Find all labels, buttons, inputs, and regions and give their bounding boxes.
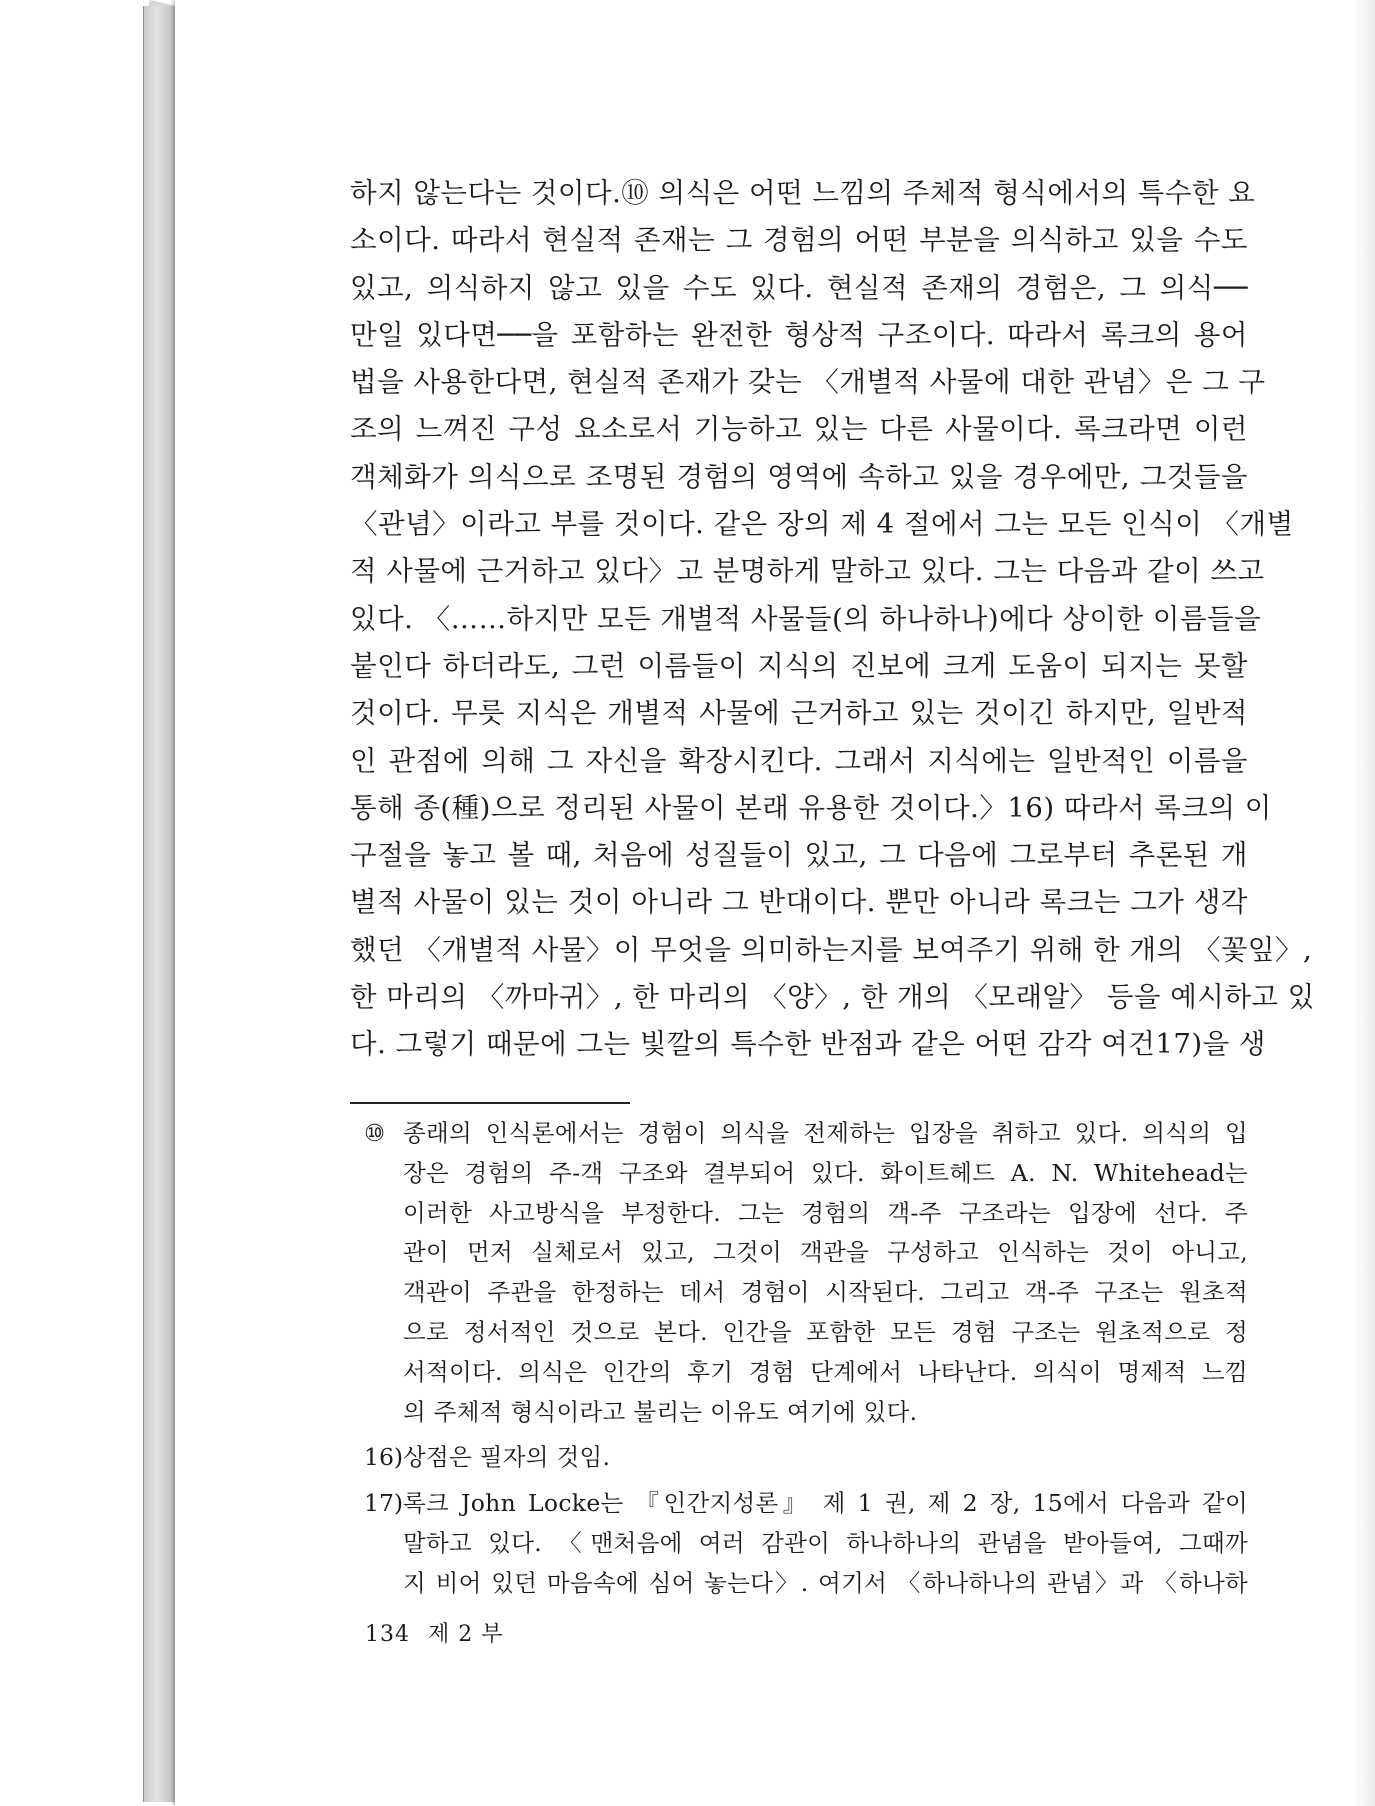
- footnote-line: 상점은 필자의 것임.: [403, 1443, 611, 1472]
- body-line: 조의 느껴진 구성 요소로서 기능하고 있는 다른 사물이다. 록크라면 이런: [350, 413, 1248, 446]
- footnote-line: 지 비어 있던 마음속에 심어 놓는다〉. 여기서 〈하나하나의 관념〉과 〈하나하: [403, 1568, 1248, 1597]
- footnote-line: 으로 정서적인 것으로 본다. 인간을 포함한 모든 경험 구조는 원초적으로 정: [403, 1317, 1248, 1346]
- body-line: 있고, 의식하지 않고 있을 수도 있다. 현실적 존재의 경험은, 그 의식──: [350, 271, 1248, 304]
- footnote-marker: 17): [364, 1489, 404, 1518]
- footnote-line: 관이 먼저 실체로서 있고, 그것이 객관을 구성하고 인식하는 것이 아니고,: [403, 1238, 1248, 1267]
- body-line: 하지 않는다는 것이다.⑩ 의식은 어떤 느낌의 주체적 형식에서의 특수한 요: [350, 177, 1256, 209]
- body-line: 것이다. 무릇 지식은 개별적 사물에 근거하고 있는 것이긴 하지만, 일반적: [350, 697, 1248, 730]
- body-line: 있다. 〈……하지만 모든 개별적 사물들(의 하나하나)에다 상이한 이름들을: [350, 602, 1262, 635]
- page-sheet: [175, 0, 1375, 1806]
- body-line: 별적 사물이 있는 것이 아니라 그 반대이다. 뿐만 아니라 록크는 그가 생각: [350, 886, 1248, 919]
- footnote-17: [350, 1484, 1248, 1603]
- footnote-line: 이러한 사고방식을 부정한다. 그는 경험의 객-주 구조라는 입장에 선다. 주: [403, 1198, 1248, 1227]
- body-line: 만일 있다면──을 포함하는 완전한 형상적 구조이다. 따라서 록크의 용어: [350, 318, 1248, 351]
- footnote-line: 장은 경험의 주-객 구조와 결부되어 있다. 화이트헤드 A. N. Whitehead는: [403, 1158, 1248, 1187]
- footnote-line: 의 주체적 형식이라고 불리는 이유도 여기에 있다.: [403, 1397, 918, 1426]
- body-line: 법을 사용한다면, 현실적 존재가 갖는 〈개별적 사물에 대한 관념〉은 그 구: [350, 366, 1266, 399]
- footnote-10: [350, 1114, 1248, 1432]
- body-line: 했던 〈개별적 사물〉이 무엇을 의미하는지를 보여주기 위해 한 개의 〈꽃잎〉,: [350, 933, 1313, 966]
- footnote-separator: [350, 1102, 630, 1104]
- footnote-line: 객관이 주관을 한정하는 데서 경험이 시작된다. 그리고 객-주 구조는 원초적: [403, 1278, 1248, 1307]
- footnote-line: 서적이다. 의식은 인간의 후기 경험 단계에서 나타난다. 의식이 명제적 느낌: [403, 1357, 1248, 1386]
- body-line: 한 마리의 〈까마귀〉, 한 마리의 〈양〉, 한 개의 〈모래알〉 등을 예시하고 있: [350, 981, 1315, 1014]
- body-line: 통해 종(種)으로 정리된 사물이 본래 유용한 것이다.〉16) 따라서 록크의 이: [350, 791, 1272, 824]
- page-footer: [365, 1617, 504, 1648]
- footnote-line: 종래의 인식론에서는 경험이 의식을 전제하는 입장을 취하고 있다. 의식의 입: [403, 1119, 1248, 1147]
- body-line: 인 관점에 의해 그 자신을 확장시킨다. 그래서 지식에는 일반적인 이름을: [350, 744, 1248, 777]
- book-spine: [143, 6, 176, 1802]
- body-line: 구절을 놓고 볼 때, 처음에 성질들이 있고, 그 다음에 그로부터 추론된 개: [350, 839, 1248, 872]
- body-text: [350, 170, 1315, 1069]
- footnote-marker: ⑩: [364, 1119, 386, 1147]
- body-line: 〈관념〉이라고 부를 것이다. 같은 장의 제 4 절에서 그는 모든 인식이 〈개별: [350, 508, 1294, 541]
- page-edge-shadow: [1353, 0, 1375, 1806]
- body-line: 적 사물에 근거하고 있다〉고 분명하게 말하고 있다. 그는 다음과 같이 쓰고: [350, 555, 1265, 588]
- footnote-marker: 16): [364, 1443, 404, 1472]
- body-line: 붙인다 하더라도, 그런 이름들이 지식의 진보에 크게 도움이 되지는 못할: [350, 649, 1248, 682]
- footnotes: [350, 1114, 1248, 1604]
- part-label: 제 2 부: [428, 1622, 504, 1647]
- body-line: 객체화가 의식으로 조명된 경험의 영역에 속하고 있을 경우에만, 그것들을: [350, 460, 1248, 493]
- page-number: 134: [365, 1622, 410, 1647]
- footnote-line: 록크 John Locke는 『인간지성론』 제 1 권, 제 2 장, 15에서 다음과 같이: [403, 1489, 1248, 1518]
- body-line: 소이다. 따라서 현실적 존재는 그 경험의 어떤 부분을 의식하고 있을 수도: [350, 224, 1248, 257]
- footnote-16: [350, 1438, 1248, 1478]
- footnote-line: 말하고 있다. 〈맨처음에 여러 감관이 하나하나의 관념을 받아들여, 그때까: [403, 1528, 1248, 1557]
- body-line: 다. 그렇기 때문에 그는 빛깔의 특수한 반점과 같은 어떤 감각 여건17)을 생: [350, 1028, 1266, 1061]
